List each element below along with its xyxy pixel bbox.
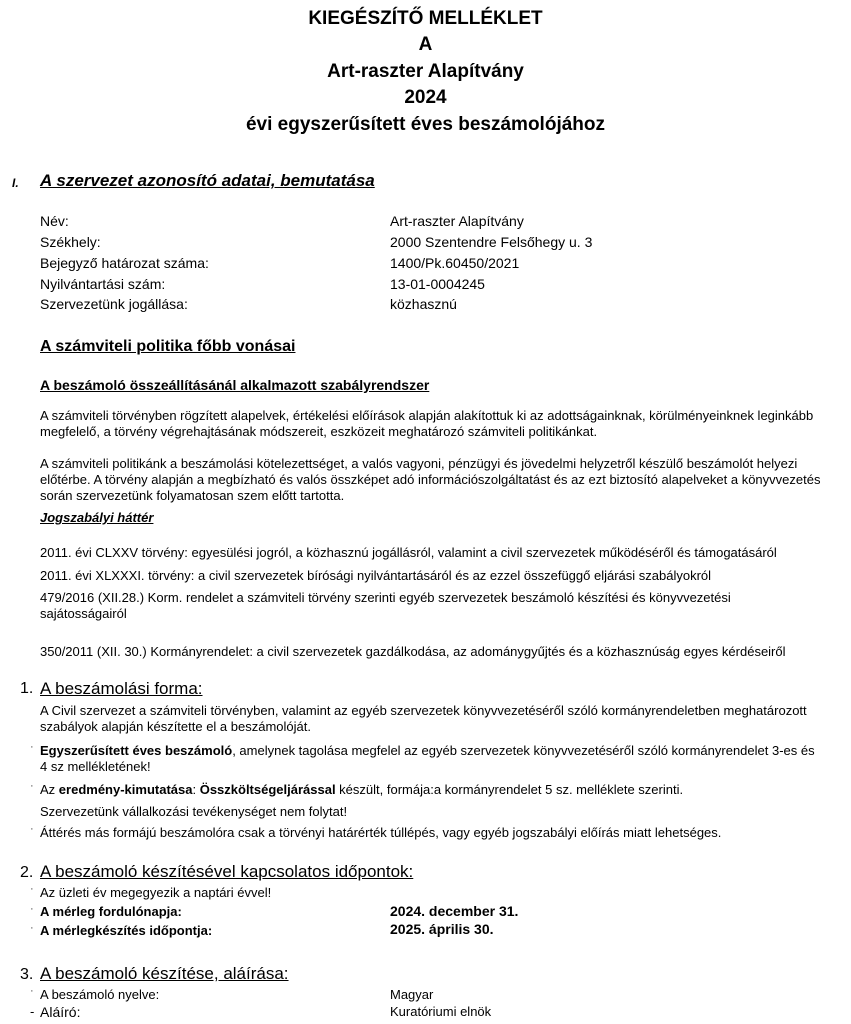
section-number: 1.	[20, 680, 34, 697]
policy-heading: A számviteli politika főbb vonásai	[40, 338, 296, 355]
bullet-icon: ·	[30, 985, 34, 997]
fiscal-year-note: Az üzleti év megegyezik a naptári évvel!	[40, 885, 272, 900]
bullet-icon: ·	[30, 780, 34, 792]
section-heading: A szervezet azonosító adatai, bemutatása	[40, 171, 375, 190]
policy-paragraph: A számviteli törvényben rögzített alapelvek, értékelési előírások alapján alakítottuk ki az adottságainknak, körülményeinknek leginkább megfelelő, a törvény végrehajtásának módszereit, eszközeit meghatározó számviteli politikánkat.	[40, 408, 814, 439]
balance-date-label: A mérleg fordulónapja:	[40, 904, 182, 919]
signing-heading: A beszámoló készítése, aláírása:	[40, 964, 289, 983]
field-label: Nyilvántartási szám:	[40, 276, 166, 292]
preparation-date-label: A mérlegkészítés időpontja:	[40, 923, 213, 938]
signer-label: Aláíró:	[40, 1004, 81, 1020]
doc-title-line5: évi egyszerűsített éves beszámolójához	[245, 114, 606, 135]
field-value: 1400/Pk.60450/2021	[390, 255, 520, 271]
field-label: Bejegyző határozat száma:	[40, 255, 209, 271]
doc-title-line2: A	[418, 34, 433, 55]
doc-title-line1: KIEGÉSZÍTŐ MELLÉKLET	[308, 8, 543, 29]
item-text: , amelynek tagolása megfelel az egyéb szervezetek könyvvezetéséről szóló kormányrendelet 3-es és 4 sz mellékletének!	[40, 743, 815, 774]
bullet-icon: ·	[30, 903, 34, 915]
field-value: 13-01-0004245	[390, 276, 485, 292]
policy-subheading: A beszámoló összeállításánál alkalmazott szabályrendszer	[40, 377, 430, 393]
field-value: 2000 Szentendre Felsőhegy u. 3	[390, 234, 593, 250]
bold-term: Összköltségeljárással	[199, 782, 336, 797]
legal-background-heading: Jogszabályi háttér	[40, 510, 154, 525]
bullet-icon: ·	[30, 823, 34, 835]
reporting-form-item	[40, 743, 820, 775]
section-number: 2.	[20, 864, 34, 881]
field-value: Art-raszter Alapítvány	[390, 213, 524, 229]
law-item: 2011. évi CLXXV törvény: egyesülési jogról, a közhasznú jogállásról, valamint a civil szervezetek működéséről és támogatásáról	[40, 545, 777, 560]
law-item: 350/2011 (XII. 30.) Kormányrendelet: a civil szervezetek gazdálkodása, az adománygyűjtés és a közhasznúság egyes kérdéseiről	[40, 644, 786, 659]
report-language-value: Magyar	[390, 987, 434, 1002]
doc-title-year: 2024	[404, 87, 447, 108]
item-text: :	[192, 782, 200, 797]
reporting-form-item: Áttérés más formájú beszámolóra csak a törvényi határérték túllépés, vagy egyéb jogszabályi előírás miatt lehetséges.	[40, 825, 722, 840]
balance-date-value: 2024. december 31.	[390, 903, 519, 919]
law-item: 479/2016 (XII.28.) Korm. rendelet a számviteli törvény szerinti egyéb szervezetek beszámoló készítési és könyvvezetési sajátosságairól	[40, 590, 731, 621]
bullet-icon: ·	[30, 741, 34, 753]
field-value: közhasznú	[390, 296, 457, 312]
bold-term: eredmény-kimutatása	[58, 782, 193, 797]
item-text: Az	[40, 782, 59, 797]
section-number: 3.	[20, 966, 34, 983]
law-item: 2011. évi XLXXXI. törvény: a civil szervezetek bírósági nyilvántartásáról és az ezzel összefüggő eljárási szabályokról	[40, 568, 712, 583]
dates-heading: A beszámoló készítésével kapcsolatos időpontok:	[40, 862, 414, 881]
field-label: Szervezetünk jogállása:	[40, 296, 188, 312]
item-text: készült, formája:a kormányrendelet 5 sz. melléklete szerinti.	[335, 782, 684, 797]
reporting-form-item	[40, 782, 683, 797]
section-numeral: I.	[12, 176, 19, 190]
field-label: Székhely:	[40, 234, 101, 250]
preparation-date-value: 2025. április 30.	[390, 921, 494, 937]
policy-paragraph: A számviteli politikánk a beszámolási kötelezettséget, a valós vagyoni, pénzügyi és jövedelmi helyzetről készülő beszámolót helyezi előtérbe. A törvény alapján a megbízható és valós összképet adó információszolgáltatást és az ezt biztosító alapelveket a könyvvezetés során szervezetünk folyamatosan szem előtt tartotta.	[40, 456, 821, 503]
field-label: Név:	[40, 213, 69, 229]
reporting-form-intro: A Civil szervezet a számviteli törvényben, valamint az egyéb szervezetek könyvvezetéséről szóló kormányrendeletben meghatározott szabályok alapján készítette el a beszámolóját.	[40, 703, 807, 734]
no-business-note: Szervezetünk vállalkozási tevékenységet nem folytat!	[40, 804, 348, 819]
bullet-icon: ·	[30, 922, 34, 934]
bold-term: Egyszerűsített éves beszámoló	[40, 743, 233, 758]
signer-value: Kuratóriumi elnök	[390, 1004, 492, 1019]
doc-title-org: Art-raszter Alapítvány	[327, 61, 524, 82]
reporting-form-heading: A beszámolási forma:	[40, 679, 203, 698]
bullet-icon: ·	[30, 883, 34, 895]
report-language-label: A beszámoló nyelve:	[40, 987, 160, 1002]
dash-marker: -	[30, 1004, 35, 1019]
